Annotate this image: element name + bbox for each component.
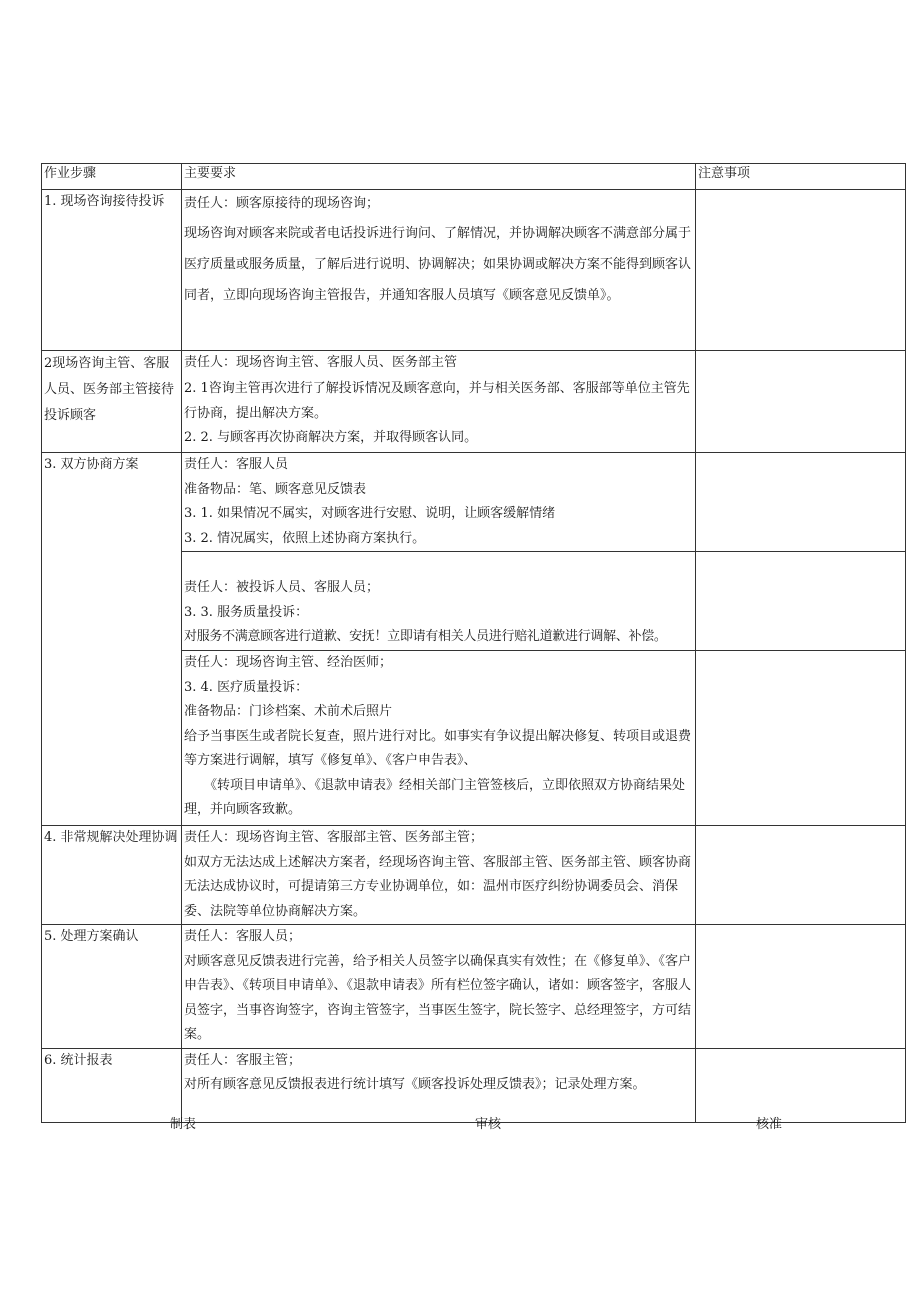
- requirement-line: 对所有顾客意见反馈报表进行统计填写《顾客投诉处理反馈表》；记录处理方案。: [184, 1077, 646, 1092]
- requirement-line: 责任人：客服人员；: [184, 929, 302, 944]
- note-cell: [696, 351, 906, 453]
- requirement-line: 3. 1. 如果情况不属实，对顾客进行安慰、说明，让顾客缓解情绪: [184, 506, 556, 521]
- table-row: [42, 925, 906, 1049]
- step-label: 4. 非常规解决处理协调: [44, 830, 178, 845]
- step-label: 5. 处理方案确认: [44, 929, 139, 944]
- header-requirements: 主要要求: [182, 164, 696, 190]
- requirement-line: 现场咨询对顾客来院或者电话投诉进行询问、了解情况，并协调解决顾客不满意部分属于医疗质量或服务质量，了解后进行说明、协调解决；如果协调或解决方案不能得到顾客认同者，立即向现场咨询主管报告，并通知客服人员填写《顾客意见反馈单》。: [184, 226, 692, 303]
- note-cell: [696, 190, 906, 351]
- table-row: [42, 453, 906, 552]
- requirement-line: 责任人：顾客原接待的现场咨询；: [184, 196, 380, 211]
- requirement-line: 3. 4. 医疗质量投诉：: [184, 679, 309, 695]
- table-row: [42, 190, 906, 351]
- requirement-cell: [182, 453, 696, 552]
- table-row: [42, 826, 906, 925]
- step-label: 6. 统计报表: [44, 1052, 113, 1068]
- requirement-cell: [182, 826, 696, 925]
- procedure-table: [41, 163, 906, 1123]
- requirement-cell: [182, 925, 696, 1049]
- step-label: 2现场咨询主管、客服人员、医务部主管接待投诉顾客: [44, 356, 175, 423]
- note-cell: [696, 925, 906, 1049]
- requirement-cell: [182, 552, 696, 651]
- note-cell: [696, 1048, 906, 1122]
- table-header-row: [42, 164, 906, 190]
- requirement-line: 对顾客意见反馈表进行完善，给予相关人员签字以确保真实有效性；在《修复单》、《客户申告表》、《转项目申请单》、《退款申请表》所有栏位签字确认，诸如：顾客签字，客服人员签字，当事咨询签字，咨询主管签字，当事医生签字，院长签字、总经理签字，方可结案。: [184, 953, 692, 1042]
- requirement-line: 责任人：被投诉人员、客服人员；: [184, 580, 380, 595]
- requirement-line: 对服务不满意顾客进行道歉、安抚！立即请有相关人员进行赔礼道歉进行调解、补偿。: [184, 629, 667, 644]
- step-cell: [42, 1048, 182, 1122]
- note-cell: [696, 826, 906, 925]
- approved-by-label: 核准: [756, 1117, 783, 1132]
- table-row: [42, 351, 906, 453]
- step-cell: [42, 925, 182, 1049]
- requirement-line: 责任人：现场咨询主管、客服人员、医务部主管: [184, 355, 458, 370]
- made-by-label: 制表: [170, 1117, 197, 1132]
- table-row: [42, 1048, 906, 1122]
- requirement-cell: [182, 651, 696, 826]
- step-cell: [42, 826, 182, 925]
- requirement-line: 2. 1咨询主管再次进行了解投诉情况及顾客意向，并与相关医务部、客服部等单位主管先行协商，提出解决方案。: [184, 380, 690, 421]
- requirement-line: 《转项目申请单》、《退款申请表》经相关部门主管签核后，立即依照双方协商结果处理，并向顾客致歉。: [184, 777, 686, 817]
- step-cell: [42, 351, 182, 453]
- requirement-line: 准备物品：笔、顾客意见反馈表: [184, 481, 367, 497]
- note-cell: [696, 453, 906, 552]
- step-label: 3. 双方协商方案: [44, 457, 139, 472]
- requirement-line: 责任人：现场咨询主管、经治医师；: [184, 655, 393, 670]
- requirement-line: 3. 3. 服务质量投诉：: [184, 604, 309, 620]
- requirement-line: 责任人：客服主管；: [184, 1052, 302, 1068]
- note-cell: [696, 552, 906, 651]
- reviewed-by-label: 审核: [475, 1117, 502, 1132]
- step-cell: [42, 453, 182, 826]
- requirement-line: 准备物品：门诊档案、术前术后照片: [184, 704, 393, 719]
- requirement-cell: [182, 1048, 696, 1122]
- requirement-line: 2. 2. 与顾客再次协商解决方案，并取得顾客认同。: [184, 429, 478, 445]
- note-cell: [696, 651, 906, 826]
- requirement-cell: [182, 351, 696, 453]
- step-label: 1. 现场咨询接待投诉: [44, 194, 165, 209]
- requirement-line: 责任人：现场咨询主管、客服部主管、医务部主管；: [184, 830, 484, 845]
- header-step: 作业步骤: [42, 164, 182, 190]
- requirement-line: 如双方无法达成上述解决方案者，经现场咨询主管、客服部主管、医务部主管、顾客协商无法达成协议时，可提请第三方专业协调单位，如：温州市医疗纠纷协调委员会、消保委、法院等单位协商解决方案。: [184, 854, 692, 919]
- step-cell: [42, 190, 182, 351]
- requirement-line: 3. 2. 情况属实，依照上述协商方案执行。: [184, 530, 426, 546]
- requirement-line: 责任人：客服人员: [184, 457, 289, 472]
- signature-footer: [0, 1113, 920, 1133]
- requirement-cell: [182, 190, 696, 351]
- requirement-line: 给予当事医生或者院长复查，照片进行对比。如事实有争议提出解决修复、转项目或退费等方案进行调解，填写《修复单》、《客户申告表》、: [184, 728, 692, 768]
- header-notes: 注意事项: [696, 164, 906, 190]
